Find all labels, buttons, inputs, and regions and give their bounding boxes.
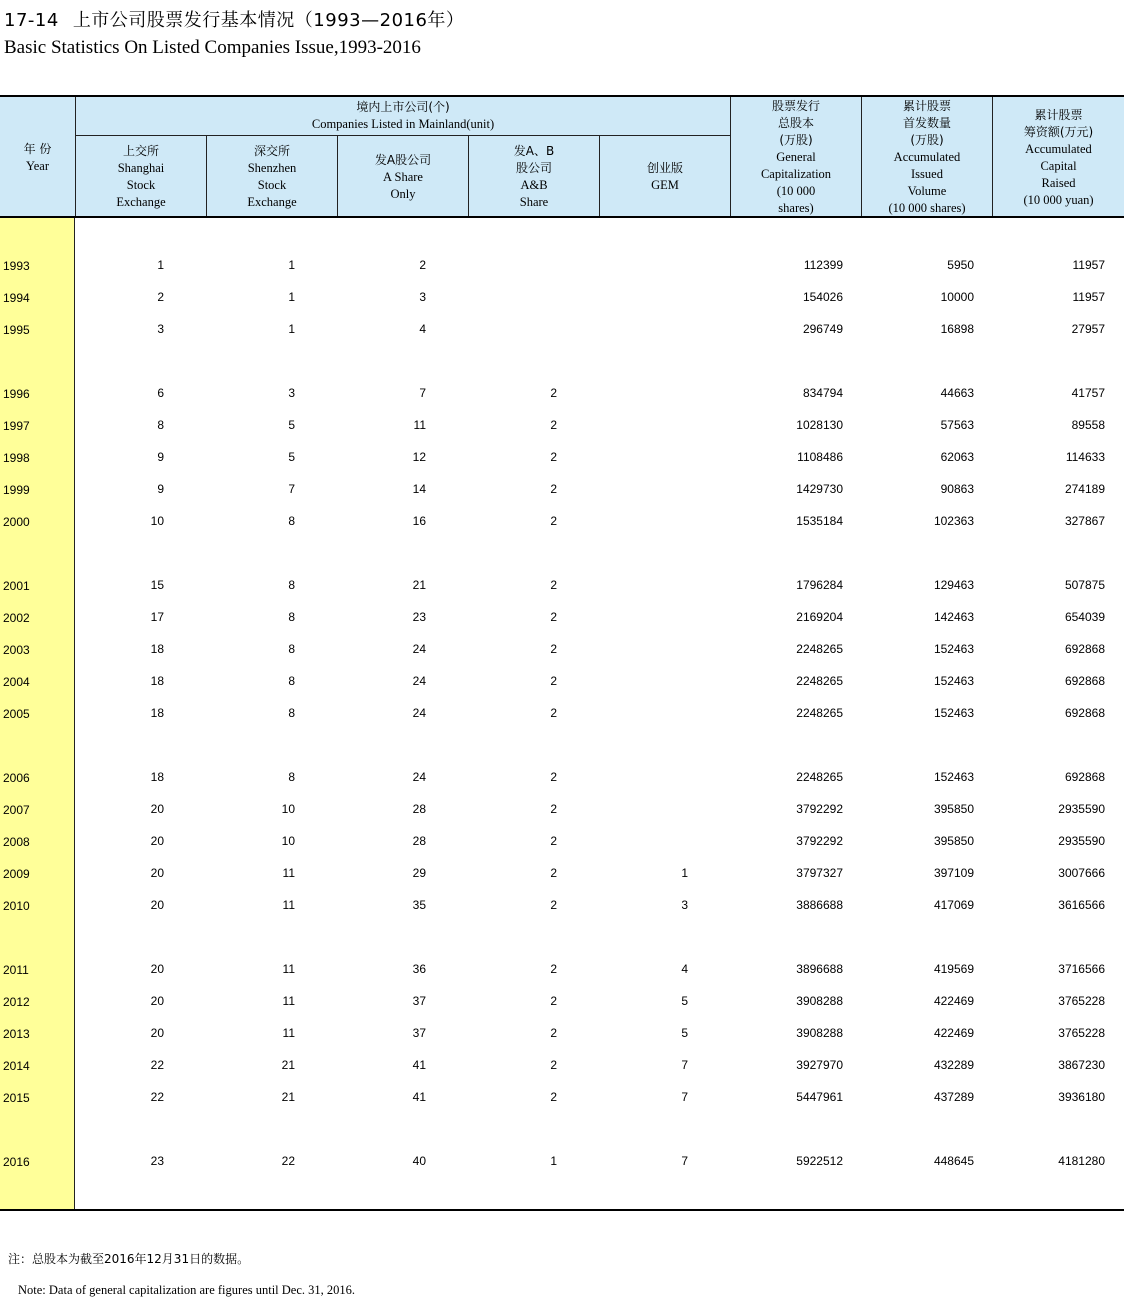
- cell-gem: 7: [681, 1090, 688, 1104]
- cell-year: 2006: [3, 771, 30, 785]
- cell-gem: 3: [681, 898, 688, 912]
- table-row: [0, 610, 1124, 630]
- cell-year: 2002: [3, 611, 30, 625]
- cell-shanghai: 20: [150, 1026, 164, 1040]
- cell-shanghai: 20: [150, 834, 164, 848]
- cell-issued-volume: 152463: [933, 674, 974, 688]
- cell-a-share: 23: [412, 610, 426, 624]
- cell-capitalization: 3792292: [796, 802, 843, 816]
- table-row: [0, 322, 1124, 342]
- cell-ab-share: 2: [550, 898, 557, 912]
- cell-year: 2013: [3, 1027, 30, 1041]
- cell-a-share: 3: [419, 290, 426, 304]
- table-row: [0, 1026, 1124, 1046]
- cell-a-share: 14: [412, 482, 426, 496]
- header-ab-share: 发A、B 股公司 A&B Share: [513, 144, 555, 209]
- cell-ab-share: 2: [550, 834, 557, 848]
- cell-year: 1994: [3, 291, 30, 305]
- cell-capital-raised: 654039: [1064, 610, 1105, 624]
- cell-issued-volume: 57563: [940, 418, 974, 432]
- cell-issued-volume: 152463: [933, 770, 974, 784]
- cell-ab-share: 2: [550, 1090, 557, 1104]
- table-row: [0, 898, 1124, 918]
- cell-capital-raised: 2935590: [1058, 802, 1105, 816]
- cell-shanghai: 1: [157, 258, 164, 272]
- cell-a-share: 24: [412, 770, 426, 784]
- cell-shanghai: 18: [150, 770, 164, 784]
- table-row: [0, 482, 1124, 502]
- cell-shanghai: 22: [150, 1058, 164, 1072]
- cell-year: 1999: [3, 483, 30, 497]
- cell-year: 2007: [3, 803, 30, 817]
- cell-ab-share: 2: [550, 514, 557, 528]
- cell-issued-volume: 432289: [933, 1058, 974, 1072]
- cell-issued-volume: 90863: [940, 482, 974, 496]
- cell-capital-raised: 327867: [1064, 514, 1105, 528]
- cell-gem: 1: [681, 866, 688, 880]
- cell-ab-share: 2: [550, 962, 557, 976]
- cell-shenzhen: 11: [282, 962, 295, 976]
- page-title-en: Basic Statistics On Listed Companies Issue,1993-2016: [4, 37, 421, 58]
- cell-capitalization: 2248265: [796, 706, 843, 720]
- cell-shenzhen: 10: [281, 802, 295, 816]
- cell-ab-share: 2: [550, 866, 557, 880]
- cell-capital-raised: 3765228: [1058, 994, 1105, 1008]
- cell-issued-volume: 152463: [933, 706, 974, 720]
- cell-capital-raised: 11957: [1072, 290, 1105, 304]
- cell-shenzhen: 8: [288, 514, 295, 528]
- table-row: [0, 834, 1124, 854]
- cell-capital-raised: 692868: [1064, 770, 1105, 784]
- table-row: [0, 802, 1124, 822]
- cell-ab-share: 2: [550, 578, 557, 592]
- cell-shanghai: 2: [157, 290, 164, 304]
- cell-ab-share: 2: [550, 610, 557, 624]
- cell-a-share: 41: [412, 1090, 426, 1104]
- cell-a-share: 36: [412, 962, 426, 976]
- cell-shenzhen: 5: [288, 418, 295, 432]
- cell-issued-volume: 102363: [933, 514, 974, 528]
- cell-year: 2014: [3, 1059, 30, 1073]
- cell-a-share: 4: [419, 322, 426, 336]
- cell-ab-share: 2: [550, 1026, 557, 1040]
- cell-capitalization: 3896688: [796, 962, 843, 976]
- table-row: [0, 642, 1124, 662]
- cell-capitalization: 154026: [802, 290, 843, 304]
- cell-shenzhen: 1: [288, 322, 295, 336]
- cell-ab-share: 2: [550, 1058, 557, 1072]
- cell-a-share: 35: [412, 898, 426, 912]
- cell-a-share: 12: [412, 450, 426, 464]
- cell-capital-raised: 692868: [1064, 674, 1105, 688]
- table-row: [0, 866, 1124, 886]
- cell-shanghai: 8: [157, 418, 164, 432]
- cell-year: 2008: [3, 835, 30, 849]
- cell-ab-share: 2: [550, 674, 557, 688]
- cell-shanghai: 9: [157, 482, 164, 496]
- cell-year: 2016: [3, 1155, 30, 1169]
- cell-issued-volume: 437289: [933, 1090, 974, 1104]
- cell-a-share: 37: [412, 1026, 426, 1040]
- cell-a-share: 16: [412, 514, 426, 528]
- cell-shenzhen: 5: [288, 450, 295, 464]
- cell-capital-raised: 507875: [1064, 578, 1105, 592]
- table-row: [0, 290, 1124, 310]
- cell-a-share: 24: [412, 674, 426, 688]
- cell-gem: 7: [681, 1154, 688, 1168]
- cell-shanghai: 20: [150, 802, 164, 816]
- cell-shenzhen: 11: [282, 898, 295, 912]
- cell-shenzhen: 11: [282, 994, 295, 1008]
- cell-shanghai: 23: [150, 1154, 164, 1168]
- cell-shenzhen: 11: [282, 866, 295, 880]
- table-row: [0, 514, 1124, 534]
- table-row: [0, 578, 1124, 598]
- cell-capital-raised: 89558: [1071, 418, 1105, 432]
- cell-shenzhen: 8: [288, 706, 295, 720]
- cell-capitalization: 3797327: [796, 866, 843, 880]
- cell-a-share: 28: [412, 802, 426, 816]
- header-capitalization: 股票发行 总股本 (万股) General Capitalization (10 000 shares): [760, 99, 832, 215]
- cell-shenzhen: 8: [288, 610, 295, 624]
- cell-shanghai: 10: [150, 514, 164, 528]
- cell-shanghai: 20: [150, 994, 164, 1008]
- cell-year: 2004: [3, 675, 30, 689]
- cell-capitalization: 834794: [802, 386, 843, 400]
- cell-capital-raised: 3007666: [1058, 866, 1105, 880]
- cell-a-share: 28: [412, 834, 426, 848]
- cell-capital-raised: 3616566: [1058, 898, 1105, 912]
- cell-year: 2001: [3, 579, 30, 593]
- table-row: [0, 962, 1124, 982]
- cell-capital-raised: 114633: [1065, 450, 1105, 464]
- cell-issued-volume: 395850: [933, 802, 974, 816]
- cell-capital-raised: 3765228: [1058, 1026, 1105, 1040]
- cell-year: 1995: [3, 323, 30, 337]
- cell-capitalization: 3927970: [796, 1058, 843, 1072]
- cell-capital-raised: 41757: [1071, 386, 1105, 400]
- cell-year: 1998: [3, 451, 30, 465]
- cell-capitalization: 3908288: [796, 1026, 843, 1040]
- cell-year: 2000: [3, 515, 30, 529]
- cell-gem: 7: [681, 1058, 688, 1072]
- cell-issued-volume: 395850: [933, 834, 974, 848]
- cell-year: 1997: [3, 419, 30, 433]
- cell-issued-volume: 129463: [933, 578, 974, 592]
- cell-ab-share: 2: [550, 642, 557, 656]
- header-a-share: 发A股公司 A Share Only: [374, 152, 432, 201]
- cell-issued-volume: 397109: [933, 866, 974, 880]
- page-title-cn: [4, 6, 464, 32]
- cell-capital-raised: 4181280: [1058, 1154, 1105, 1168]
- cell-shenzhen: 7: [288, 482, 295, 496]
- cell-year: 1993: [3, 259, 30, 273]
- cell-a-share: 41: [412, 1058, 426, 1072]
- cell-a-share: 37: [412, 994, 426, 1008]
- header-shanghai: 上交所 Shanghai Stock Exchange: [116, 144, 166, 209]
- cell-issued-volume: 142463: [933, 610, 974, 624]
- header-group-listed: 境内上市公司(个) Companies Listed in Mainland(unit): [311, 100, 495, 131]
- cell-gem: 4: [681, 962, 688, 976]
- cell-issued-volume: 5950: [947, 258, 974, 272]
- table-row: [0, 770, 1124, 790]
- cell-ab-share: 2: [550, 706, 557, 720]
- cell-ab-share: 2: [550, 386, 557, 400]
- table-row: [0, 1090, 1124, 1110]
- cell-shenzhen: 11: [282, 1026, 295, 1040]
- cell-capitalization: 1028130: [796, 418, 843, 432]
- cell-year: 2003: [3, 643, 30, 657]
- cell-shenzhen: 22: [281, 1154, 295, 1168]
- cell-capitalization: 2248265: [796, 770, 843, 784]
- header-issued-volume: 累计股票 首发数量 (万股) Accumulated Issued Volume (10 000 shares): [888, 99, 966, 215]
- cell-capitalization: 5922512: [796, 1154, 843, 1168]
- cell-issued-volume: 419569: [933, 962, 974, 976]
- cell-capitalization: 2248265: [796, 642, 843, 656]
- cell-capital-raised: 3936180: [1058, 1090, 1105, 1104]
- table-row: [0, 674, 1124, 694]
- cell-capital-raised: 692868: [1064, 706, 1105, 720]
- cell-shenzhen: 1: [288, 258, 295, 272]
- cell-capital-raised: 11957: [1072, 258, 1105, 272]
- cell-capitalization: 1796284: [796, 578, 843, 592]
- cell-capital-raised: 3716566: [1058, 962, 1105, 976]
- cell-shanghai: 18: [150, 706, 164, 720]
- cell-year: 2009: [3, 867, 30, 881]
- table-row: [0, 258, 1124, 278]
- cell-shenzhen: 10: [281, 834, 295, 848]
- cell-shanghai: 3: [157, 322, 164, 336]
- cell-a-share: 7: [419, 386, 426, 400]
- cell-shanghai: 6: [157, 386, 164, 400]
- cell-a-share: 21: [412, 578, 426, 592]
- cell-capital-raised: 3867230: [1058, 1058, 1105, 1072]
- cell-year: 2005: [3, 707, 30, 721]
- cell-shanghai: 20: [150, 866, 164, 880]
- cell-ab-share: 2: [550, 450, 557, 464]
- cell-issued-volume: 422469: [933, 1026, 974, 1040]
- cell-capital-raised: 274189: [1064, 482, 1105, 496]
- cell-issued-volume: 62063: [940, 450, 974, 464]
- table-row: [0, 386, 1124, 406]
- cell-capitalization: 3908288: [796, 994, 843, 1008]
- cell-shanghai: 22: [150, 1090, 164, 1104]
- cell-capitalization: 3792292: [796, 834, 843, 848]
- table-row: [0, 706, 1124, 726]
- cell-capitalization: 1429730: [796, 482, 843, 496]
- cell-year: 2015: [3, 1091, 30, 1105]
- cell-shanghai: 20: [150, 898, 164, 912]
- note-cn: 注：总股本为截至2016年12月31日的数据。: [8, 1252, 250, 1266]
- cell-issued-volume: 10000: [940, 290, 974, 304]
- cell-ab-share: 2: [550, 482, 557, 496]
- note-en: Note: Data of general capitalization are figures until Dec. 31, 2016.: [18, 1283, 356, 1297]
- cell-ab-share: 2: [550, 418, 557, 432]
- header-gem: 创业版 GEM: [646, 161, 683, 192]
- table-header: [0, 95, 1124, 218]
- cell-shenzhen: 21: [281, 1058, 295, 1072]
- cell-shenzhen: 3: [288, 386, 295, 400]
- cell-shanghai: 15: [150, 578, 164, 592]
- cell-issued-volume: 417069: [933, 898, 974, 912]
- header-shenzhen: 深交所 Shenzhen Stock Exchange: [247, 144, 297, 209]
- cell-a-share: 24: [412, 642, 426, 656]
- table-row: [0, 418, 1124, 438]
- cell-capitalization: 5447961: [796, 1090, 843, 1104]
- cell-shanghai: 18: [150, 642, 164, 656]
- header-capital-raised: 累计股票 筹资额(万元) Accumulated Capital Raised (10 000 yuan): [1023, 107, 1094, 207]
- cell-capitalization: 112399: [803, 258, 843, 272]
- cell-issued-volume: 422469: [933, 994, 974, 1008]
- cell-gem: 5: [681, 994, 688, 1008]
- table-row: [0, 1058, 1124, 1078]
- cell-ab-share: 2: [550, 802, 557, 816]
- cell-shenzhen: 8: [288, 674, 295, 688]
- cell-issued-volume: 16898: [940, 322, 974, 336]
- cell-year: 2010: [3, 899, 30, 913]
- cell-issued-volume: 448645: [933, 1154, 974, 1168]
- cell-issued-volume: 44663: [940, 386, 974, 400]
- cell-ab-share: 2: [550, 770, 557, 784]
- table-row: [0, 994, 1124, 1014]
- cell-year: 2012: [3, 995, 30, 1009]
- cell-a-share: 2: [419, 258, 426, 272]
- cell-shanghai: 9: [157, 450, 164, 464]
- cell-year: 1996: [3, 387, 30, 401]
- cell-year: 2011: [3, 963, 29, 977]
- cell-a-share: 11: [413, 418, 426, 432]
- cell-issued-volume: 152463: [933, 642, 974, 656]
- cell-shanghai: 18: [150, 674, 164, 688]
- cell-a-share: 29: [412, 866, 426, 880]
- cell-ab-share: 2: [550, 994, 557, 1008]
- table-row: [0, 1154, 1124, 1174]
- cell-capital-raised: 2935590: [1058, 834, 1105, 848]
- cell-capitalization: 1108486: [797, 450, 843, 464]
- header-year: 年 份 Year: [23, 141, 52, 173]
- cell-shenzhen: 1: [288, 290, 295, 304]
- cell-shenzhen: 8: [288, 578, 295, 592]
- cell-a-share: 40: [412, 1154, 426, 1168]
- cell-a-share: 24: [412, 706, 426, 720]
- cell-shanghai: 20: [150, 962, 164, 976]
- cell-ab-share: 1: [550, 1154, 557, 1168]
- cell-shanghai: 17: [150, 610, 164, 624]
- cell-capitalization: 1535184: [796, 514, 843, 528]
- cell-capital-raised: 692868: [1064, 642, 1105, 656]
- cell-capitalization: 296749: [802, 322, 843, 336]
- cell-capitalization: 3886688: [796, 898, 843, 912]
- table-number: 17-14: [4, 10, 59, 31]
- table-bottom-rule: [0, 1209, 1124, 1211]
- cell-gem: 5: [681, 1026, 688, 1040]
- cell-capitalization: 2248265: [796, 674, 843, 688]
- table-row: [0, 450, 1124, 470]
- cell-capital-raised: 27957: [1071, 322, 1105, 336]
- cell-shenzhen: 21: [281, 1090, 295, 1104]
- title-cn-text: 上市公司股票发行基本情况（1993—2016年）: [72, 10, 465, 31]
- cell-capitalization: 2169204: [796, 610, 843, 624]
- cell-shenzhen: 8: [288, 642, 295, 656]
- cell-shenzhen: 8: [288, 770, 295, 784]
